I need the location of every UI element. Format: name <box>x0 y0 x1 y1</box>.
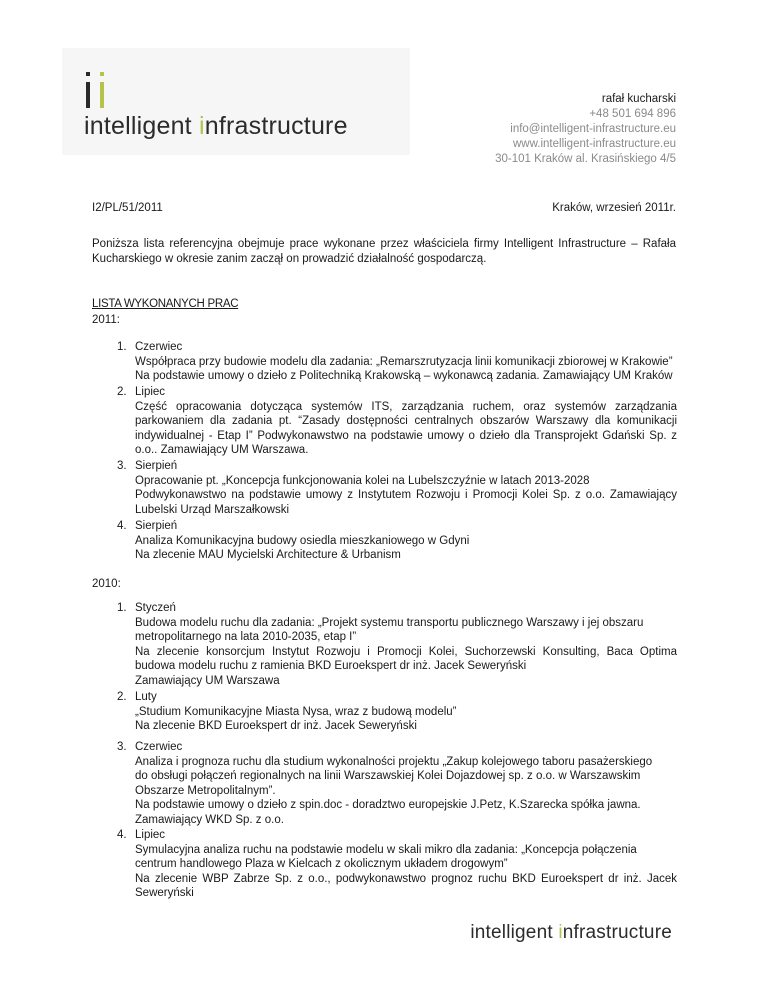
list-item <box>117 690 677 734</box>
item-month: Lipiec <box>135 829 166 841</box>
item-month: Czerwiec <box>135 741 183 753</box>
logo-dot-dark <box>86 72 90 76</box>
item-line: Symulacyjna analiza ruchu na podstawie modelu w skali mikro dla zadania: „Koncepcja połączenia centrum handlowego Plaza w Kielcach z okolicznym układem drogowym” <box>135 843 637 870</box>
item-line: Analiza i prognoza ruchu dla studium wykonalności projektu „Zakup kolejowego taboru pasażerskiego do obsługi połączeń regionalnych na linii Warszawskiej Kolei Dojazdowej sp. z o.o. w Warszawskim Obszarze Metropolitalnym”. <box>135 755 653 797</box>
item-line: „Studium Komunikacyjne Miasta Nysa, wraz z budową modelu” <box>135 705 457 718</box>
item-number: 3. <box>117 741 127 753</box>
item-line: Zamawiający UM Warszawa <box>135 674 280 687</box>
item-number: 3. <box>117 460 127 472</box>
list-item <box>117 601 677 688</box>
list-item <box>117 459 677 517</box>
item-month: Lipiec <box>135 386 166 398</box>
item-line: Na zlecenie WBP Zabrze Sp. z o.o., podwykonawstwo prognoz ruchu BKD Euroekspert dr inż. Jacek Seweryński <box>135 872 677 899</box>
list-item <box>117 740 677 827</box>
footer-logo: intelligent infrastructure <box>470 922 672 943</box>
list-item <box>117 519 677 563</box>
contact-block <box>495 92 676 167</box>
item-body <box>135 340 677 384</box>
item-line: Na zlecenie MAU Mycielski Architecture & Urbanism <box>135 549 401 561</box>
item-body <box>135 601 677 688</box>
company-logo-text: intelligent infrastructure <box>84 112 348 140</box>
logo-stem-dark <box>86 82 90 108</box>
section-title: LISTA WYKONANYCH PRAC <box>92 298 239 310</box>
contact-phone: +48 501 694 896 <box>589 108 676 120</box>
item-line: Na zlecenie konsorcjum Instytut Rozwoju i Promocji Kolei, Suchorzewski Konsulting, Baca Optima budowa modelu ruchu z ramienia BKD Euroekspert dr inż. Jacek Seweryński <box>135 645 677 672</box>
item-body <box>135 385 677 458</box>
item-number: 1. <box>117 341 127 353</box>
contact-name: rafał kucharski <box>601 93 676 105</box>
item-line: Na podstawie umowy o dzieło z spin.doc - doradztwo europejskie J.Petz, K.Szarecka spółka jawna. <box>135 799 641 811</box>
item-line: Opracowanie pt. „Koncepcja funkcjonowania kolei na Lubelszczyźnie w latach 2013-2028 <box>135 474 590 487</box>
year-heading-2010: 2010: <box>92 578 121 590</box>
logo-dot-green <box>100 72 104 76</box>
item-month: Czerwiec <box>135 341 183 353</box>
intro-paragraph: Poniższa lista referencyjna obejmuje prace wykonane przez właściciela firmy Intelligent Infrastructure – Rafała Kucharskiego w okresie zanim zaczął on prowadzić działalność gospodarczą. <box>92 238 676 265</box>
item-body <box>135 459 677 517</box>
item-line: Analiza Komunikacyjna budowy osiedla mieszkaniowego w Gdyni <box>135 534 470 547</box>
list-item <box>117 385 677 458</box>
item-body <box>135 690 677 734</box>
item-month: Luty <box>135 691 157 703</box>
item-line: Część opracowania dotycząca systemów ITS, zarządzania ruchem, oraz systemów zarządzania parkowaniem dla zadania pt. “Zasady dostępności centralnych obszarów Warszawy dla komunikacji indywidualnej - Etap I” Podwykonawstwo na podstawie umowy o dzieło dla Transprojekt Gdański Sp. z o.o.. Zamawiający UM Warszawa. <box>135 400 677 456</box>
document-date: Kraków, wrzesień 2011r. <box>552 202 676 214</box>
item-body <box>135 740 677 827</box>
item-line: Na zlecenie BKD Euroekspert dr inż. Jacek Seweryński <box>135 720 417 732</box>
item-month: Sierpień <box>135 460 178 472</box>
item-number: 4. <box>117 829 127 841</box>
list-item <box>117 340 677 384</box>
item-line: Podwykonawstwo na podstawie umowy z Instytutem Rozwoju i Promocji Kolei Sp. z o.o. Zamawiający Lubelski Urząd Marszałkowski <box>135 489 677 516</box>
contact-address: 30-101 Kraków al. Krasińskiego 4/5 <box>495 153 676 165</box>
contact-website: www.intelligent-infrastructure.eu <box>513 138 676 150</box>
logo-mark <box>84 60 112 108</box>
logo-stem-green <box>100 82 104 108</box>
year-heading-2011: 2011: <box>92 314 120 326</box>
item-body <box>135 519 677 563</box>
item-number: 4. <box>117 520 127 532</box>
item-number: 2. <box>117 691 127 703</box>
item-line: Zamawiający WKD Sp. z o.o. <box>135 813 284 826</box>
item-month: Sierpień <box>135 520 178 532</box>
list-item <box>117 828 677 901</box>
item-line: Na podstawie umowy o dzieło z Politechniką Krakowską – wykonawcą zadania. Zamawiający UM Kraków <box>135 370 673 382</box>
item-line: Budowa modelu ruchu dla zadania: „Projekt systemu transportu publicznego Warszawy i jej obszaru metropolitarnego na lata 2010-2035, etap I” <box>135 616 644 643</box>
item-number: 1. <box>117 602 127 614</box>
item-line: Współpraca przy budowie modelu dla zadania: „Remarszrutyzacja linii komunikacji zbiorowej w Krakowie” <box>135 355 673 368</box>
item-body <box>135 828 677 901</box>
contact-email: info@intelligent-infrastructure.eu <box>510 123 676 135</box>
item-number: 2. <box>117 386 127 398</box>
item-month: Styczeń <box>135 602 176 614</box>
document-reference: I2/PL/51/2011 <box>92 202 163 214</box>
